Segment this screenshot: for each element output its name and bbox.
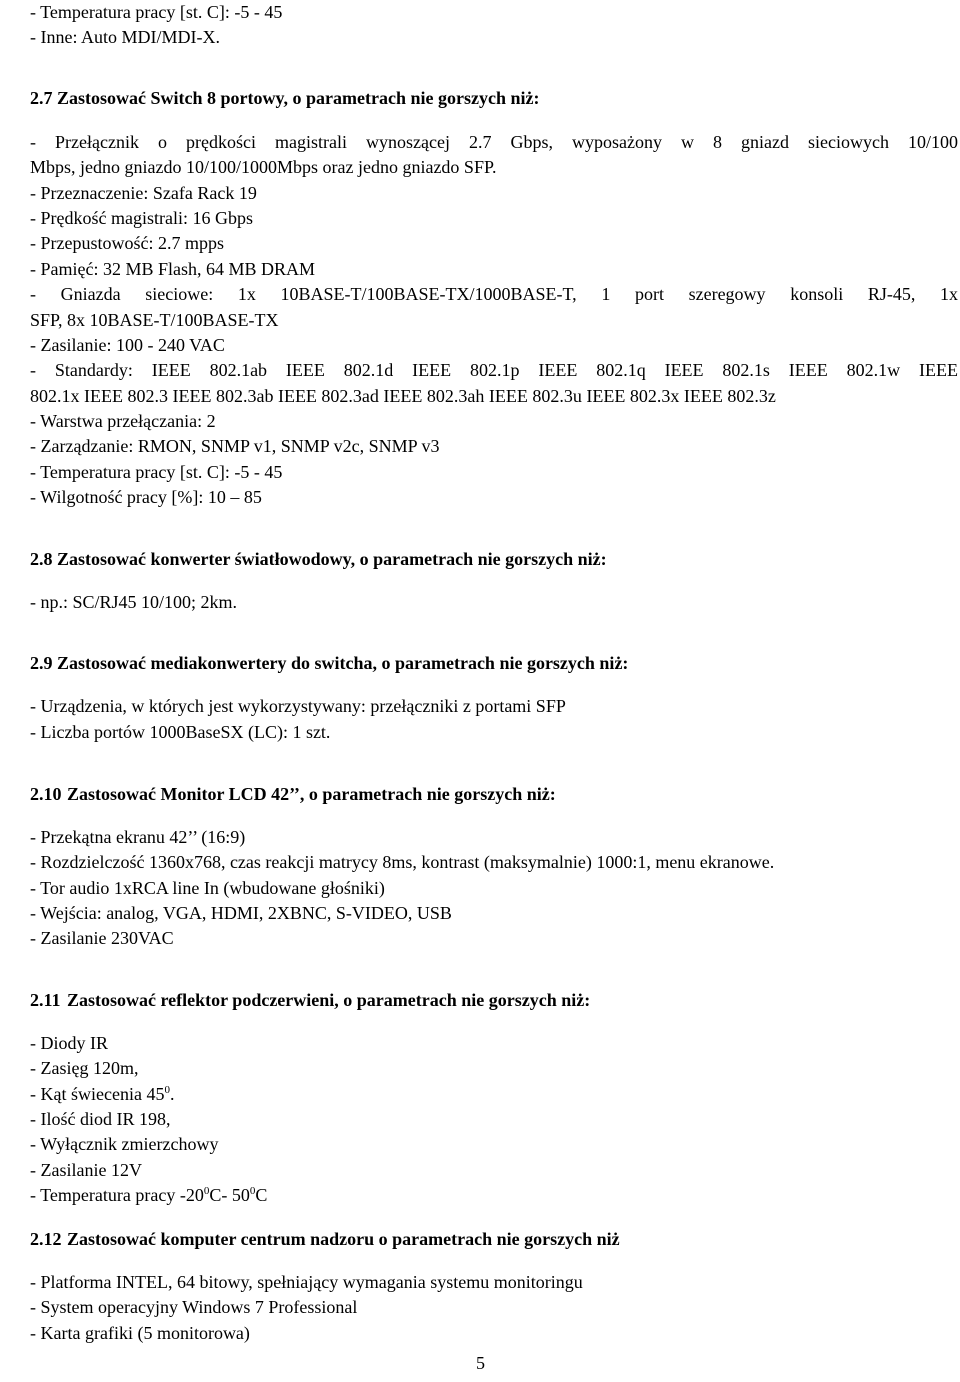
list-item: - Urządzenia, w których jest wykorzystywany: przełączniki z portami SFP <box>30 696 566 716</box>
list-item: - Zasilanie: 100 - 240 VAC <box>30 335 225 355</box>
list-item: - Warstwa przełączania: 2 <box>30 411 216 431</box>
list-item: - Diody IR <box>30 1033 108 1053</box>
list-item: - Zarządzanie: RMON, SNMP v1, SNMP v2c, SNMP v3 <box>30 436 440 456</box>
section-heading-2-7: 2.7 Zastosować Switch 8 portowy, o parametrach nie gorszych niż: <box>30 88 540 108</box>
text-line: 802.1x IEEE 802.3 IEEE 802.3ab IEEE 802.3ad IEEE 802.3ah IEEE 802.3u IEEE 802.3x IEEE 802.3z <box>30 386 776 406</box>
text-line: - Przełącznik o prędkości magistrali wynoszącej 2.7 Gbps, wyposażony w 8 gniazd sieciowych 10/100 <box>30 132 958 152</box>
list-item: - Karta grafiki (5 monitorowa) <box>30 1323 250 1343</box>
list-item-angle <box>30 1082 174 1108</box>
temp-text: C- 50 <box>209 1185 250 1205</box>
list-item: - Przepustowość: 2.7 mpps <box>30 233 224 253</box>
list-item: - Pamięć: 32 MB Flash, 64 MB DRAM <box>30 259 316 279</box>
list-item: - Przeznaczenie: Szafa Rack 19 <box>30 183 257 203</box>
superscript: 0 <box>249 1185 256 1197</box>
list-item: - np.: SC/RJ45 10/100; 2km. <box>30 592 238 612</box>
text-line: Mbps, jedno gniazdo 10/100/1000Mbps oraz jedno gniazdo SFP. <box>30 157 497 177</box>
temp-text: C <box>255 1185 268 1205</box>
section-heading-2-9: 2.9 Zastosować mediakonwertery do switcha, o parametrach nie gorszych niż: <box>30 653 629 673</box>
list-item: - Ilość diod IR 198, <box>30 1109 171 1129</box>
text-line: - Gniazda sieciowe: 1x 10BASE-T/100BASE-TX/1000BASE-T, 1 port szeregowy konsoli RJ-45, 1x <box>30 284 958 304</box>
section-number-2-11: 2.11 <box>30 990 61 1010</box>
list-item: - Przekątna ekranu 42’’ (16:9) <box>30 827 246 847</box>
temp-text: - Temperatura pracy -20 <box>30 1185 204 1205</box>
section-heading-2-11: Zastosować reflektor podczerwieni, o parametrach nie gorszych niż: <box>67 990 591 1010</box>
text-line: - Standardy: IEEE 802.1ab IEEE 802.1d IEEE 802.1p IEEE 802.1q IEEE 802.1s IEEE 802.1w IEEE <box>30 360 958 380</box>
superscript: 0 <box>203 1185 210 1197</box>
page-number: 5 <box>476 1353 485 1373</box>
list-item: - Zasięg 120m, <box>30 1058 139 1078</box>
angle-end: . <box>169 1084 175 1104</box>
list-item: - Temperatura pracy [st. C]: -5 - 45 <box>30 462 283 482</box>
section-heading-2-10: Zastosować Monitor LCD 42’’, o parametrach nie gorszych niż: <box>67 784 556 804</box>
list-item: - Platforma INTEL, 64 bitowy, spełniający wymagania systemu monitoringu <box>30 1272 583 1292</box>
angle-text: - Kąt świecenia 45 <box>30 1084 165 1104</box>
text-line: - Temperatura pracy [st. C]: -5 - 45 <box>30 2 283 22</box>
superscript: 0 <box>164 1084 170 1096</box>
list-item: - Liczba portów 1000BaseSX (LC): 1 szt. <box>30 722 331 742</box>
list-item: - Prędkość magistrali: 16 Gbps <box>30 208 253 228</box>
list-item: - Wejścia: analog, VGA, HDMI, 2XBNC, S-VIDEO, USB <box>30 903 452 923</box>
section-heading-2-12: Zastosować komputer centrum nadzoru o parametrach nie gorszych niż <box>67 1229 620 1249</box>
list-item: - Tor audio 1xRCA line In (wbudowane głośniki) <box>30 878 385 898</box>
list-item: - Zasilanie 12V <box>30 1160 142 1180</box>
section-number-2-10: 2.10 <box>30 784 62 804</box>
list-item: - Zasilanie 230VAC <box>30 928 174 948</box>
list-item: - System operacyjny Windows 7 Professional <box>30 1297 358 1317</box>
section-heading-2-8: 2.8 Zastosować konwerter światłowodowy, o parametrach nie gorszych niż: <box>30 549 607 569</box>
list-item: - Rozdzielczość 1360x768, czas reakcji matrycy 8ms, kontrast (maksymalnie) 1000:1, menu ekranowe. <box>30 852 775 872</box>
list-item: - Wilgotność pracy [%]: 10 – 85 <box>30 487 262 507</box>
section-number-2-12: 2.12 <box>30 1229 62 1249</box>
list-item-temperature <box>30 1183 267 1209</box>
text-line: SFP, 8x 10BASE-T/100BASE-TX <box>30 310 279 330</box>
text-line: - Inne: Auto MDI/MDI-X. <box>30 27 220 47</box>
list-item: - Wyłącznik zmierzchowy <box>30 1134 219 1154</box>
